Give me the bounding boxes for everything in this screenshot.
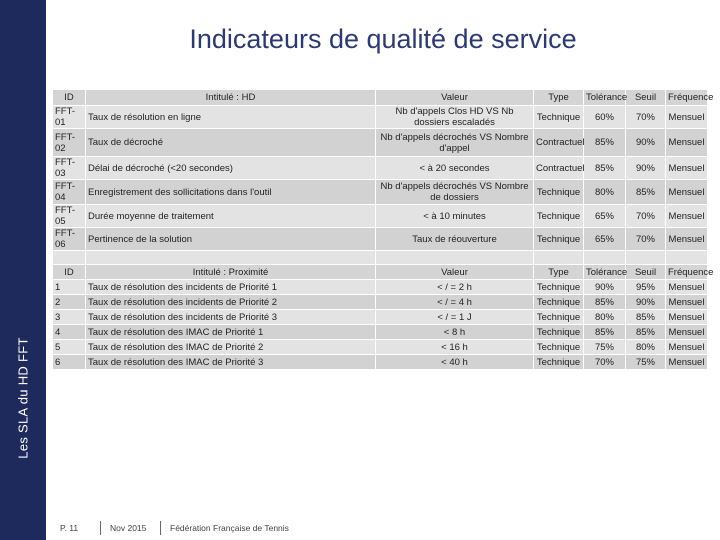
cell-id: 1 (53, 280, 86, 295)
cell-id: FFT-05 (53, 205, 86, 228)
header-intitule: Intitulé : HD (86, 90, 376, 106)
cell-seuil: 90% (626, 157, 666, 180)
cell-valeur: < à 10 minutes (376, 205, 534, 228)
header-seuil: Seuil (626, 90, 666, 106)
cell-tolerance: 90% (584, 280, 626, 295)
cell-tolerance: 80% (584, 180, 626, 205)
cell-id: FFT-04 (53, 180, 86, 205)
page-number: P. 11 (60, 523, 79, 533)
sidebar-label: Les SLA du HD FFT (15, 337, 31, 459)
cell-frequence: Mensuel (666, 205, 708, 228)
table-row (53, 310, 708, 325)
cell-frequence: Mensuel (666, 310, 708, 325)
cell-seuil: 90% (626, 295, 666, 310)
cell-type: Technique (534, 340, 584, 355)
cell-valeur: Nb d'appels Clos HD VS Nb dossiers escaladés (376, 106, 534, 129)
cell-frequence: Mensuel (666, 280, 708, 295)
cell-frequence: Mensuel (666, 106, 708, 129)
cell-intitule: Pertinence de la solution (86, 228, 376, 251)
cell-type: Contractuel (534, 157, 584, 180)
cell-tolerance: 85% (584, 157, 626, 180)
cell-id: 6 (53, 355, 86, 370)
cell-id: 4 (53, 325, 86, 340)
cell-valeur: < 8 h (376, 325, 534, 340)
cell-intitule: Taux de résolution des IMAC de Priorité 2 (86, 340, 376, 355)
cell-intitule: Délai de décroché (<20 secondes) (86, 157, 376, 180)
cell-type: Technique (534, 205, 584, 228)
cell-seuil: 80% (626, 340, 666, 355)
cell-type: Technique (534, 310, 584, 325)
cell-valeur: < à 20 secondes (376, 157, 534, 180)
cell-id: 3 (53, 310, 86, 325)
table-row (53, 205, 708, 228)
header-id: ID (53, 265, 86, 280)
table-row (53, 157, 708, 180)
cell-seuil: 85% (626, 310, 666, 325)
cell-seuil: 85% (626, 180, 666, 205)
header-tolerance: Tolérance (584, 90, 626, 106)
cell-seuil: 70% (626, 228, 666, 251)
table-row (53, 280, 708, 295)
cell-type: Technique (534, 280, 584, 295)
cell-id: FFT-06 (53, 228, 86, 251)
cell-intitule: Taux de résolution des IMAC de Priorité 1 (86, 325, 376, 340)
cell-seuil: 95% (626, 280, 666, 295)
header-frequence: Fréquence (666, 265, 708, 280)
cell-id: 5 (53, 340, 86, 355)
cell-type: Technique (534, 106, 584, 129)
cell-tolerance: 75% (584, 340, 626, 355)
cell-frequence: Mensuel (666, 325, 708, 340)
cell-type: Technique (534, 355, 584, 370)
empty-row (53, 251, 708, 265)
table-row (53, 355, 708, 370)
cell-intitule: Taux de résolution des incidents de Priorité 2 (86, 295, 376, 310)
cell-seuil: 85% (626, 325, 666, 340)
header-seuil: Seuil (626, 265, 666, 280)
footer-organization: Fédération Française de Tennis (170, 523, 289, 533)
cell-tolerance: 80% (584, 310, 626, 325)
hd-sla-table (52, 89, 714, 279)
cell-seuil: 70% (626, 205, 666, 228)
table-row (53, 106, 708, 129)
cell-seuil: 70% (626, 106, 666, 129)
cell-frequence: Mensuel (666, 157, 708, 180)
cell-valeur: Nb d'appels décrochés VS Nombre de dossiers (376, 180, 534, 205)
cell-tolerance: 85% (584, 129, 626, 157)
table-header-row (53, 90, 708, 106)
cell-intitule: Taux de résolution en ligne (86, 106, 376, 129)
cell-type: Technique (534, 180, 584, 205)
cell-valeur: < / = 1 J (376, 310, 534, 325)
cell-intitule: Taux de décroché (86, 129, 376, 157)
cell-valeur: < 16 h (376, 340, 534, 355)
cell-intitule: Taux de résolution des IMAC de Priorité 3 (86, 355, 376, 370)
cell-type: Technique (534, 325, 584, 340)
cell-valeur: Taux de réouverture (376, 228, 534, 251)
sidebar-band (0, 0, 46, 540)
proximite-sla-table (52, 264, 714, 370)
header-intitule: Intitulé : Proximité (86, 265, 376, 280)
header-valeur: Valeur (376, 90, 534, 106)
cell-seuil: 90% (626, 129, 666, 157)
cell-valeur: < / = 4 h (376, 295, 534, 310)
cell-type: Technique (534, 295, 584, 310)
table-row (53, 340, 708, 355)
cell-id: FFT-01 (53, 106, 86, 129)
cell-tolerance: 65% (584, 205, 626, 228)
cell-id: 2 (53, 295, 86, 310)
header-tolerance: Tolérance (584, 265, 626, 280)
cell-intitule: Enregistrement des sollicitations dans l'outil (86, 180, 376, 205)
cell-frequence: Mensuel (666, 355, 708, 370)
cell-frequence: Mensuel (666, 295, 708, 310)
table-row (53, 295, 708, 310)
cell-intitule: Taux de résolution des incidents de Priorité 1 (86, 280, 376, 295)
cell-intitule: Taux de résolution des incidents de Priorité 3 (86, 310, 376, 325)
cell-tolerance: 85% (584, 325, 626, 340)
cell-frequence: Mensuel (666, 180, 708, 205)
cell-type: Contractuel (534, 129, 584, 157)
cell-id: FFT-03 (53, 157, 86, 180)
cell-valeur: Nb d'appels décrochés VS Nombre d'appel (376, 129, 534, 157)
cell-seuil: 75% (626, 355, 666, 370)
page-title: Indicateurs de qualité de service (189, 24, 577, 54)
table-row (53, 325, 708, 340)
table-row (53, 228, 708, 251)
cell-tolerance: 65% (584, 228, 626, 251)
footer-separator (160, 521, 161, 535)
cell-tolerance: 85% (584, 295, 626, 310)
table-row (53, 129, 708, 157)
header-frequence: Fréquence (666, 90, 708, 106)
header-type: Type (534, 90, 584, 106)
cell-frequence: Mensuel (666, 129, 708, 157)
footer-date: Nov 2015 (110, 523, 147, 533)
cell-frequence: Mensuel (666, 228, 708, 251)
table-row (53, 180, 708, 205)
cell-valeur: < 40 h (376, 355, 534, 370)
table-header-row (53, 265, 708, 280)
cell-tolerance: 60% (584, 106, 626, 129)
cell-tolerance: 70% (584, 355, 626, 370)
cell-frequence: Mensuel (666, 340, 708, 355)
cell-intitule: Durée moyenne de traitement (86, 205, 376, 228)
cell-valeur: < / = 2 h (376, 280, 534, 295)
header-type: Type (534, 265, 584, 280)
cell-type: Technique (534, 228, 584, 251)
cell-id: FFT-02 (53, 129, 86, 157)
header-id: ID (53, 90, 86, 106)
header-valeur: Valeur (376, 265, 534, 280)
footer-separator (100, 521, 101, 535)
